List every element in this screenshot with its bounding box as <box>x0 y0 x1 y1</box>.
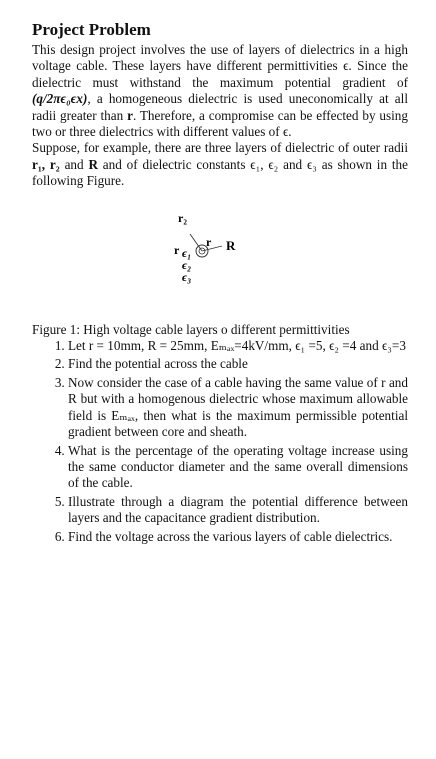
label-e2: ϵ₂ <box>182 257 192 272</box>
gradient-formula: (q/2πϵ₀ϵx) <box>32 91 88 107</box>
radii-r1-r2: r₁, r₂ <box>32 156 60 172</box>
list-item: 2. Find the potential across the cable <box>68 356 408 372</box>
list-item: 3. Now consider the case of a cable having the same value of r and R but with a homogenous dielectric whose maximum allowable field is Eₘₐₓ, then what is the maximum permissible potential gradient between core and sheath. <box>68 375 408 441</box>
label-e3: ϵ₃ <box>182 269 192 284</box>
intro-text-1b: , a homogeneous dielectric is used uneconomically at all radii greater than <box>32 91 408 123</box>
intro-text-2c: and of dielectric constants ϵ₁, ϵ₂ and ϵ₃ as shown in the following Figure. <box>32 156 408 189</box>
intro-text-2b: and <box>59 156 89 172</box>
question-list <box>32 338 408 545</box>
intro-text-2a: Suppose, for example, there are three layers of dielectric of outer radii <box>32 140 408 156</box>
list-item: 6. Find the voltage across the various layers of cable dielectrics. <box>68 529 408 545</box>
radius-line-R <box>202 246 222 251</box>
list-item: 4. What is the percentage of the operating voltage increase using the same conductor diameter and the same overall dimensions of the cable. <box>68 443 408 492</box>
document-title: Project Problem <box>32 20 151 39</box>
label-r2: r₂ <box>178 210 187 225</box>
figure-caption: Figure 1: High voltage cable layers o different permittivities <box>32 321 350 337</box>
radius-R: R <box>88 156 98 172</box>
intro-paragraph-2 <box>32 140 408 189</box>
intro-text-1a: This design project involves the use of layers of dielectrics in a high voltage cable. These layers have different permittivities ϵ. Since the dielectric must withstand the maximum potential gradient of <box>32 42 408 90</box>
list-item: 1. Let r = 10mm, R = 25mm, Eₘₐₓ=4kV/mm, ϵ₁ =5, ϵ₂ =4 and ϵ₃=3 <box>68 338 408 354</box>
radius-line-r2 <box>190 234 202 251</box>
cable-figure <box>32 194 408 314</box>
list-item: 5. Illustrate through a diagram the potential difference between layers and the capacitance gradient distribution. <box>68 494 408 527</box>
radius-r: r <box>127 107 133 123</box>
intro-text-1c: . Therefore, a compromise can be effected by using two or three dielectrics with different values of ϵ. <box>32 107 408 140</box>
label-e1: ϵ₁ <box>182 245 192 260</box>
label-r1: r <box>206 234 212 249</box>
label-r-small: r <box>174 242 180 257</box>
intro-paragraph-1 <box>32 42 408 140</box>
cable-diagram <box>32 194 408 314</box>
label-R: R <box>226 237 236 253</box>
document-page <box>32 20 408 547</box>
